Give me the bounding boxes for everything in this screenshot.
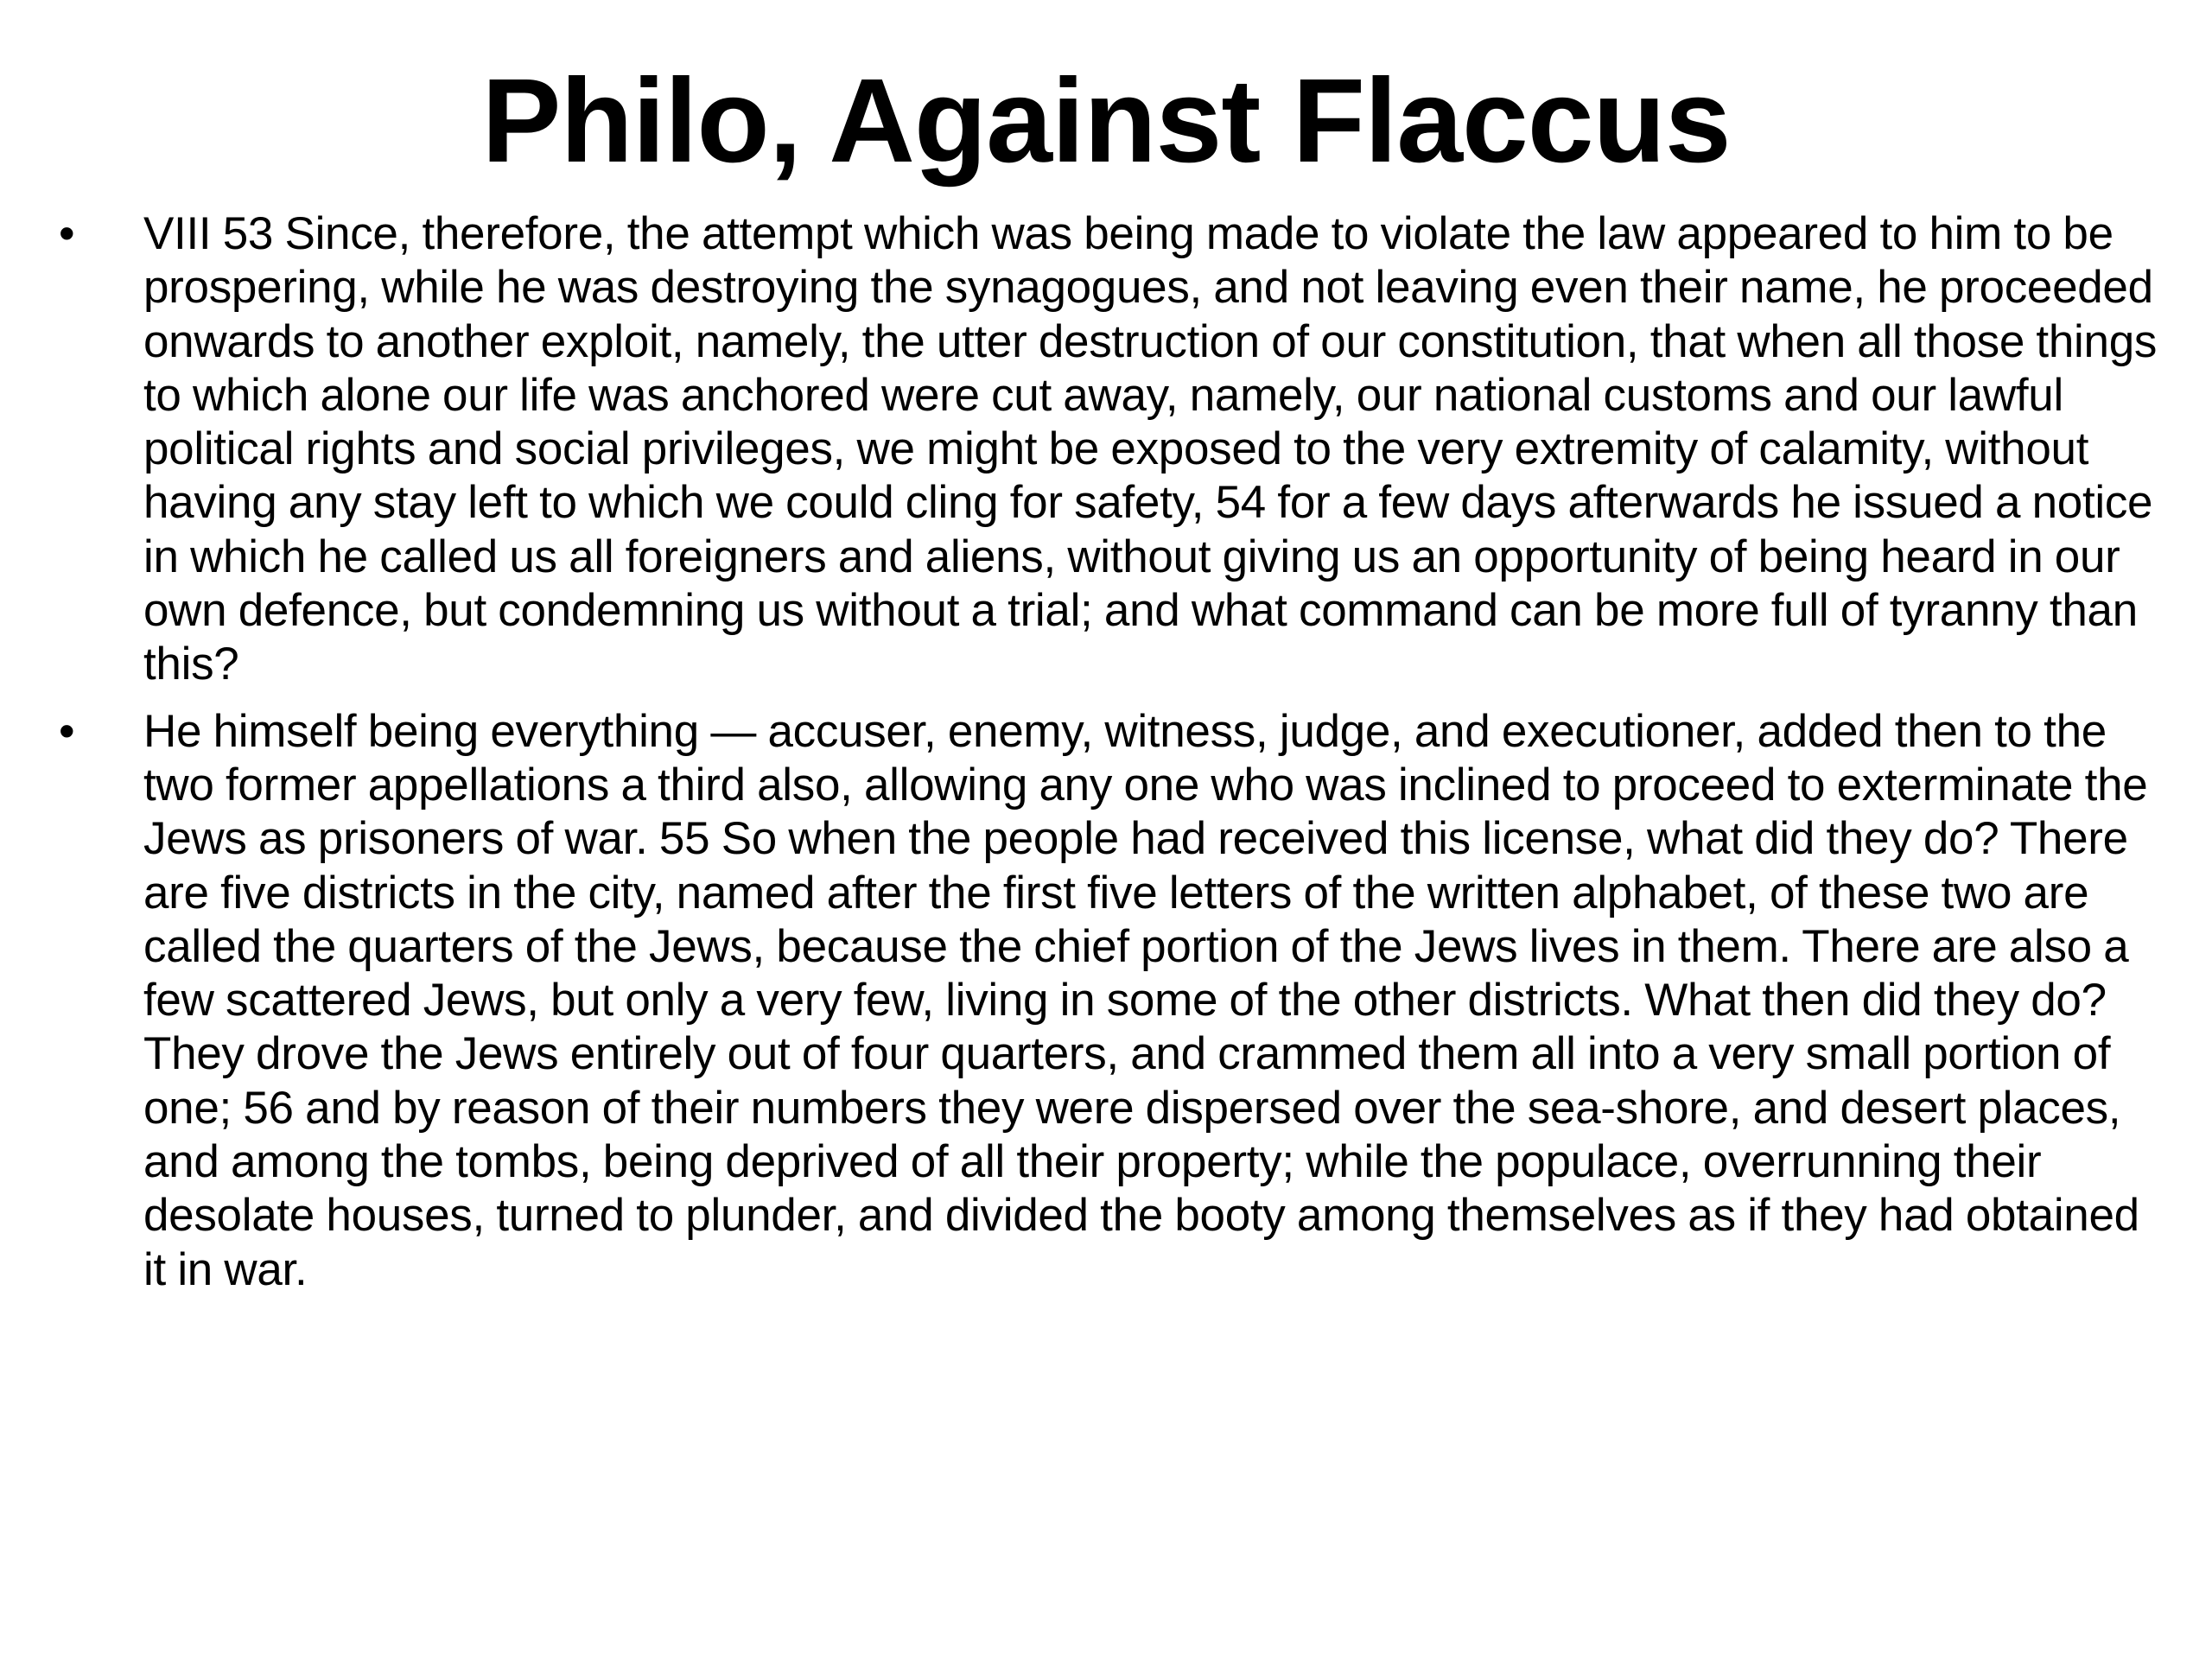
bullet-text: He himself being everything — accuser, enemy, witness, judge, and executioner, added then to the two former appellations a third also, allowing any one who was inclined to proceed to exterminate the Jews as prisoners of war. 55 So when the people had received this license, what did they do? There are five districts in the city, named after the first five letters of the written alphabet, of these two are called the quarters of the Jews, because the chief portion of the Jews lives in them. There are also a few scattered Jews, but only a very few, living in some of the other districts. What then did they do? They drove the Jews entirely out of four quarters, and crammed them all into a very small portion of one; 56 and by reason of their numbers they were dispersed over the sea-shore, and desert places, and among the tombs, being deprived of all their property; while the populace, overrunning their desolate houses, turned to plunder, and divided the booty among themselves as if they had obtained it in war. <box>143 705 2148 1295</box>
bullet-marker: • <box>59 208 75 259</box>
bullet-text: VIII 53 Since, therefore, the attempt which was being made to violate the law appeared to him to be prospering, while he was destroying the synagogues, and not leaving even their name, he proceeded onwards to another exploit, namely, the utter destruction of our constitution, that when all those things to which alone our life was anchored were cut away, namely, our national customs and our lawful political rights and social privileges, we might be exposed to the very extremity of calamity, without having any stay left to which we could cling for safety, 54 for a few days afterwards he issued a notice in which he called us all foreigners and aliens, without giving us an opportunity of being heard in our own defence, but condemning us without a trial; and what command can be more full of tyranny than this? <box>143 208 2158 690</box>
bullet-item <box>52 705 2160 1297</box>
slide-title: Philo, Against Flaccus <box>481 54 1731 188</box>
bullet-marker: • <box>59 705 75 757</box>
bullet-item <box>52 207 2160 692</box>
bullet-list <box>52 207 2160 1310</box>
